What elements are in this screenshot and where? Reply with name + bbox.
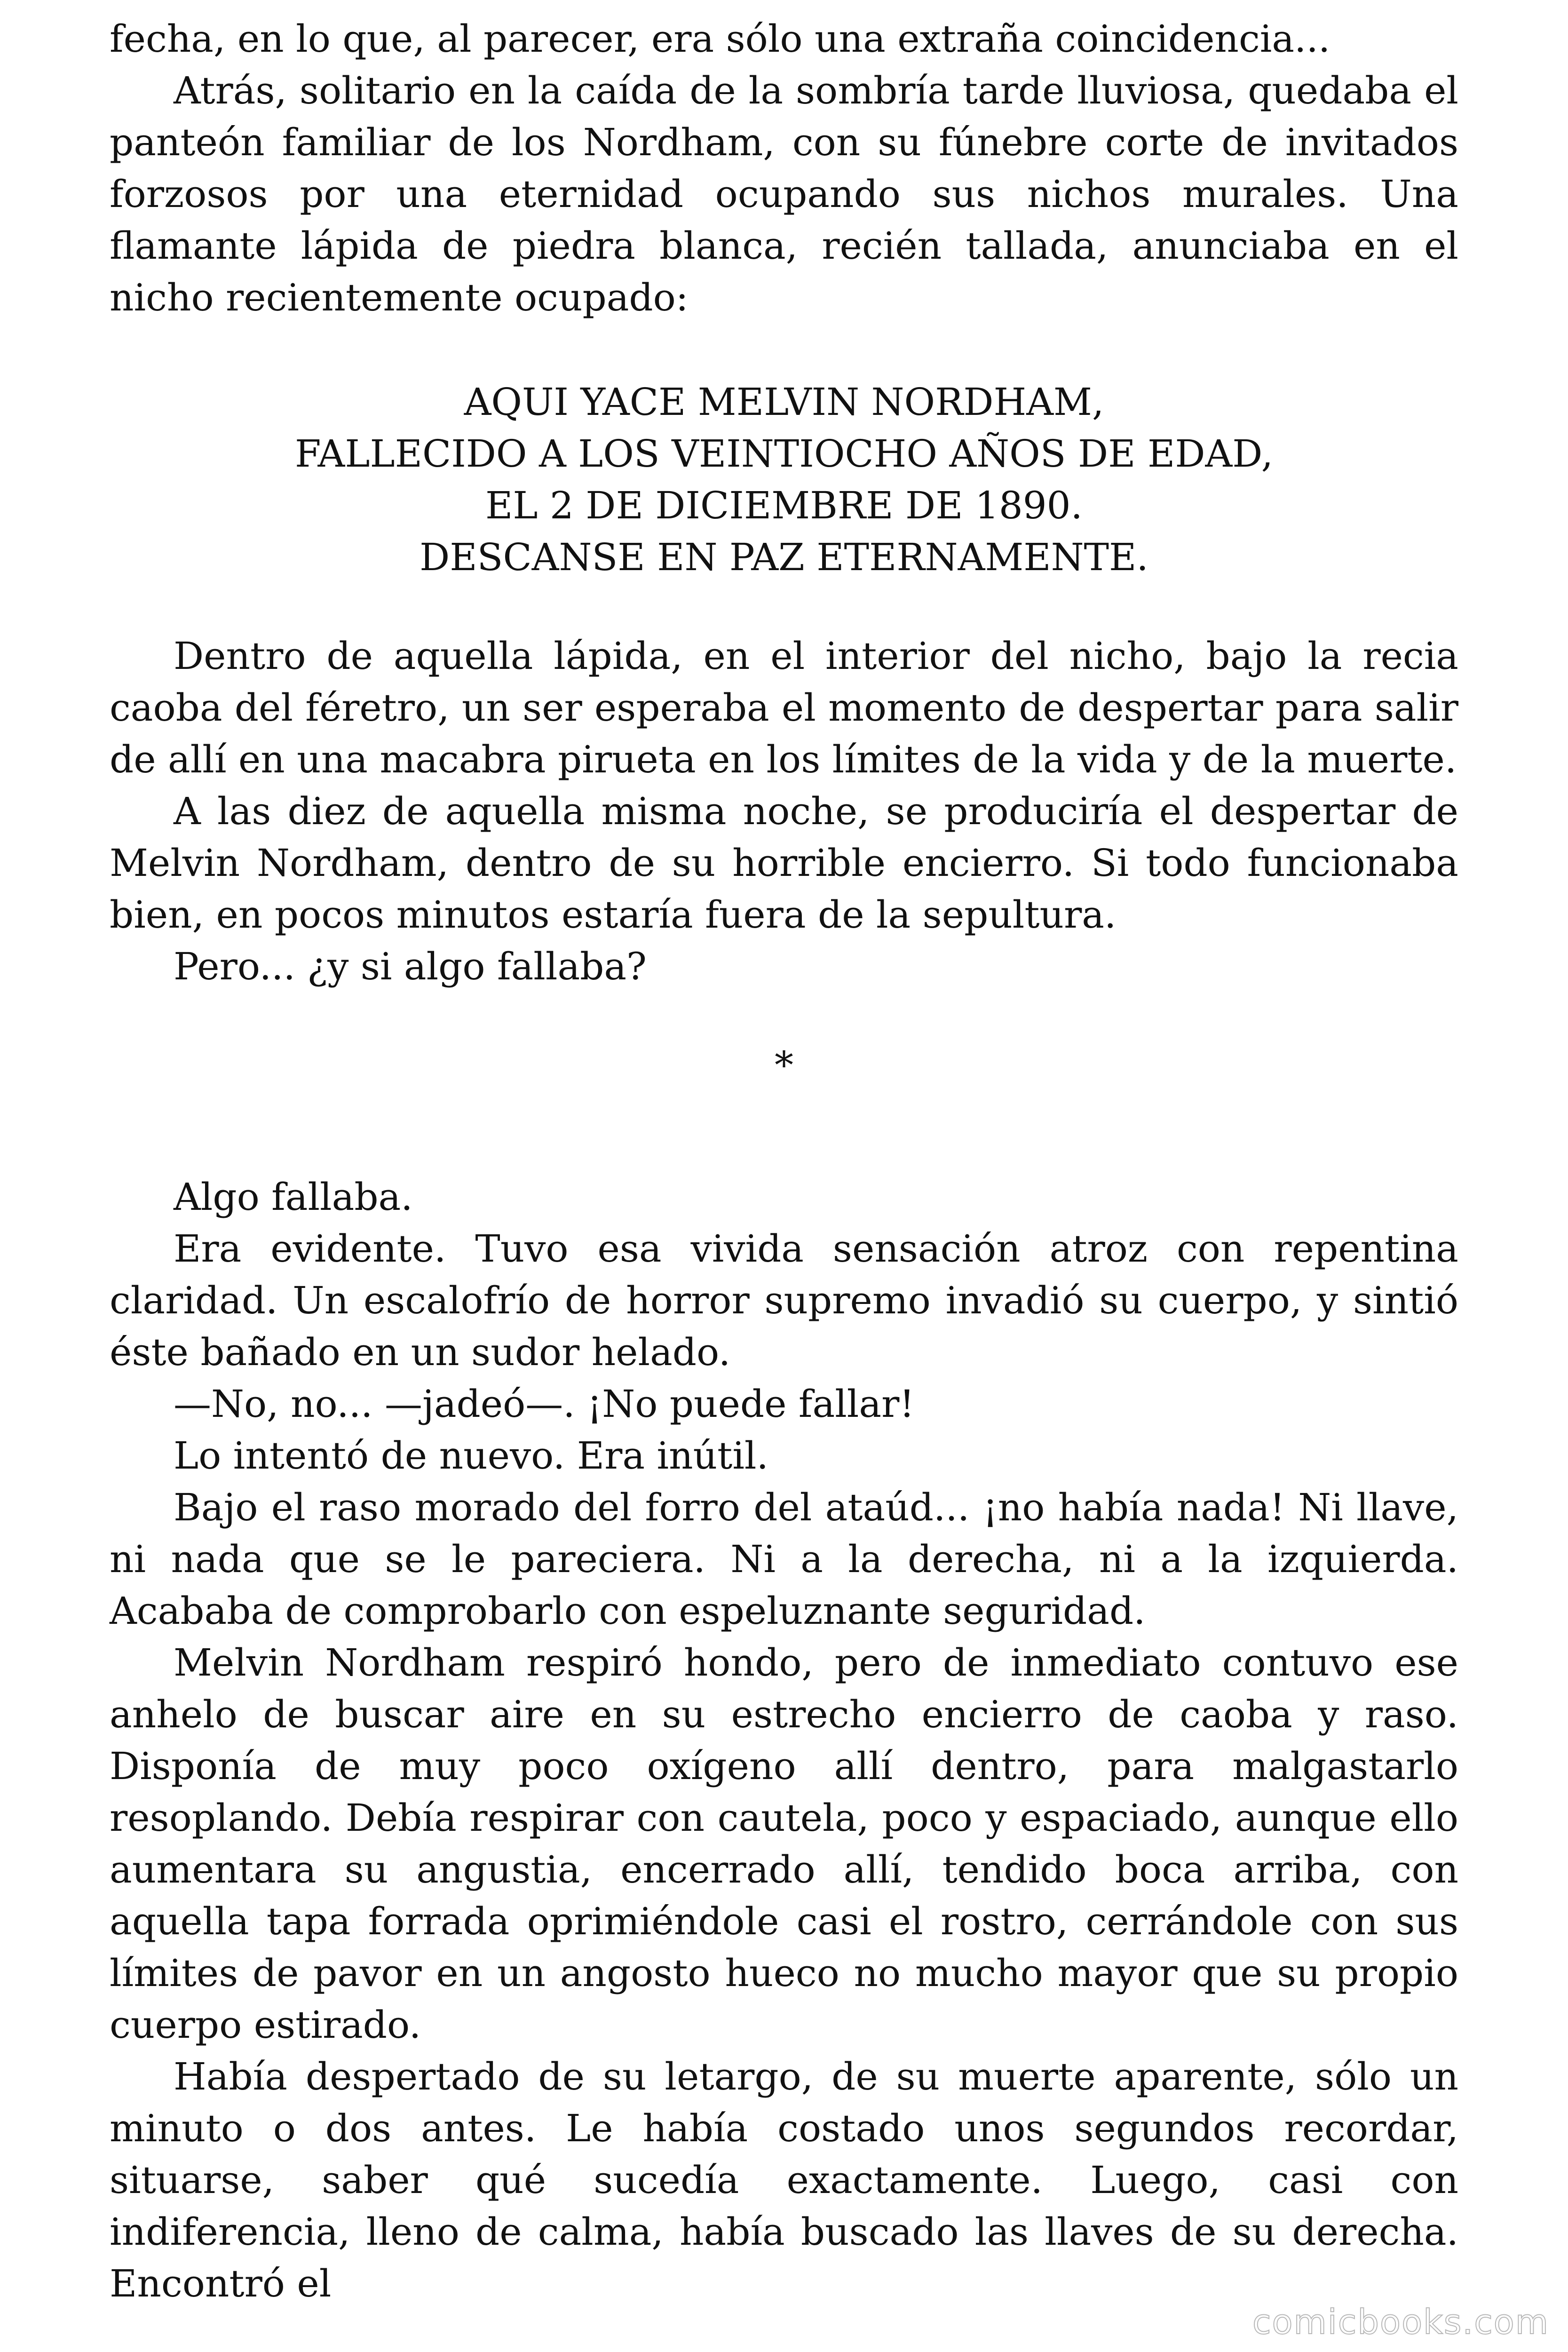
paragraph: Melvin Nordham respiró hondo, pero de inmediato contuvo ese anhelo de buscar aire en su estrecho encierro de caoba y raso. Disponía de muy poco oxígeno allí dentro, para malgastarlo resoplando. Debía respirar con cautela, poco y espaciado, aunque ello aumentara su angustia, encerrado allí, tendido boca arriba, con aquella tapa forrada oprimiéndole casi el rostro, cerrándole con sus límites de pavor en un angosto hueco no mucho mayor que su propio cuerpo estirado. bbox=[110, 1641, 1458, 2047]
scene-break-asterisk: * bbox=[775, 1043, 793, 1087]
paragraph: Bajo el raso morado del forro del ataúd... ¡no había nada! Ni llave, ni nada que se le pareciera. Ni a la derecha, ni a la izquierda. Acababa de comprobarlo con espeluznante seguridad. bbox=[110, 1486, 1458, 1633]
paragraph: Había despertado de su letargo, de su muerte aparente, sólo un minuto o dos antes. Le había costado unos segundos recordar, situarse, saber qué sucedía exactamente. Luego, casi con indiferencia, lleno de calma, había buscado las llaves de su derecha. Encontró el bbox=[110, 2055, 1458, 2305]
dialogue-paragraph: —No, no... —jadeó—. ¡No puede fallar! bbox=[174, 1382, 915, 1426]
tombstone-inscription bbox=[110, 376, 1458, 583]
paragraph: Pero... ¿y si algo fallaba? bbox=[174, 945, 647, 988]
paragraph: Atrás, solitario en la caída de la sombría tarde lluviosa, quedaba el panteón familiar de los Nordham, con su fúnebre corte de invitados forzosos por una eternidad ocupando sus nichos murales. Una flamante lápida de piedra blanca, recién tallada, anunciaba en el nicho recientemente ocupado: bbox=[110, 69, 1458, 319]
paragraph: A las diez de aquella misma noche, se produciría el despertar de Melvin Nordham, dentro de su horrible encierro. Si todo funcionaba bien, en pocos minutos estaría fuera de la sepultura. bbox=[110, 789, 1458, 937]
inscription-line: EL 2 DE DICIEMBRE DE 1890. bbox=[485, 484, 1083, 527]
inscription-line: DESCANSE EN PAZ ETERNAMENTE. bbox=[420, 535, 1148, 579]
inscription-line: AQUI YACE MELVIN NORDHAM, bbox=[464, 380, 1104, 424]
inscription-line: FALLECIDO A LOS VEINTIOCHO AÑOS DE EDAD, bbox=[295, 432, 1273, 476]
paragraph: Lo intentó de nuevo. Era inútil. bbox=[174, 1434, 768, 1478]
watermark-logo: comicbooks.com bbox=[1252, 2302, 1549, 2342]
paragraph: Algo fallaba. bbox=[174, 1175, 413, 1219]
paragraph: Era evidente. Tuvo esa vivida sensación atroz con repentina claridad. Un escalofrío de horror supremo invadió su cuerpo, y sintió éste bañado en un sudor helado. bbox=[110, 1227, 1458, 1374]
paragraph: Dentro de aquella lápida, en el interior del nicho, bajo la recia caoba del féretro, un ser esperaba el momento de despertar para salir de allí en una macabra pirueta en los límites de la vida y de la muerte. bbox=[110, 634, 1458, 781]
paragraph-continuation: fecha, en lo que, al parecer, era sólo una extraña coincidencia... bbox=[110, 17, 1330, 61]
book-page bbox=[110, 13, 1458, 2310]
